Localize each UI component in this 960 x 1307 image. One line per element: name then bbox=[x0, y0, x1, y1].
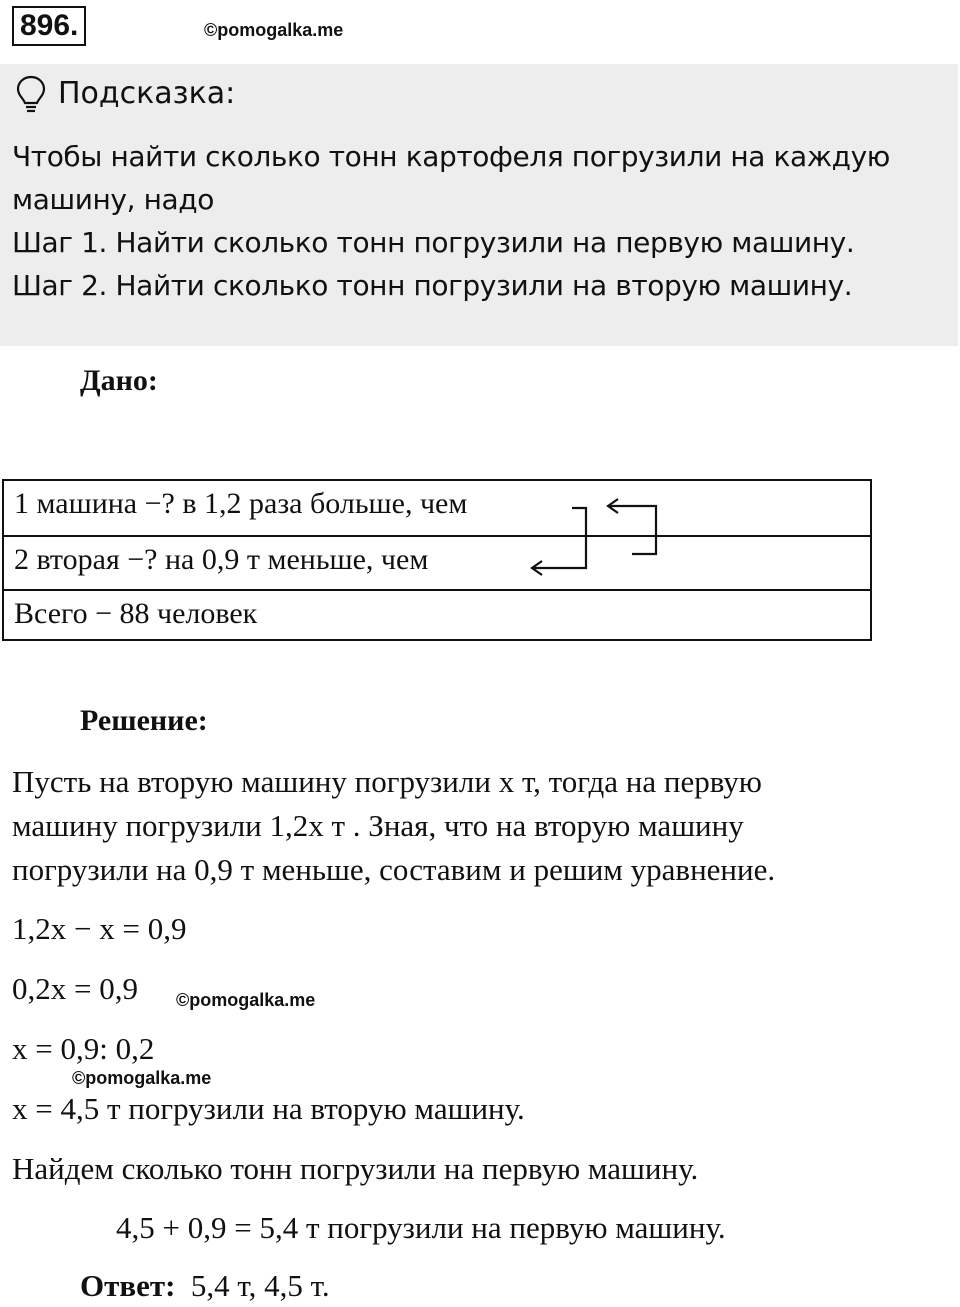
given-row bbox=[4, 481, 870, 535]
given-row-text: Всего − 88 человек bbox=[14, 597, 258, 630]
step1-text: Найти сколько тонн погрузили на первую машину. bbox=[107, 226, 855, 259]
step2-text: Найти сколько тонн погрузили на вторую машину. bbox=[107, 269, 853, 302]
step2-label: Шаг 2. bbox=[12, 269, 108, 302]
given-row-text: 1 машина −? в 1,2 раза больше, чем bbox=[14, 487, 468, 520]
step1-label: Шаг 1. bbox=[12, 226, 108, 259]
equation-1: 1,2x − x = 0,9 bbox=[12, 911, 187, 946]
answer bbox=[80, 1268, 330, 1304]
hint-step2 bbox=[12, 269, 852, 302]
solution-para-line1: Пусть на вторую машину погрузили x т, тогда на первую bbox=[12, 764, 762, 799]
given-row bbox=[4, 589, 870, 643]
hint-intro-line1: Чтобы найти сколько тонн картофеля погрузили на каждую bbox=[12, 140, 890, 173]
answer-value: 5,4 т, 4,5 т. bbox=[190, 1268, 330, 1303]
watermark: ©pomogalka.me bbox=[176, 990, 316, 1010]
solution-title: Решение: bbox=[80, 704, 208, 737]
given-row-text: 2 вторая −? на 0,9 т меньше, чем bbox=[14, 543, 429, 576]
hint-title: Подсказка: bbox=[58, 76, 236, 111]
given-row bbox=[4, 535, 870, 589]
watermark: ©pomogalka.me bbox=[204, 20, 344, 40]
solution-para-line3: погрузили на 0,9 т меньше, составим и решим уравнение. bbox=[12, 852, 776, 887]
relation-arrows-icon bbox=[520, 486, 670, 580]
find-first-text: Найдем сколько тонн погрузили на первую машину. bbox=[12, 1151, 699, 1186]
solution-para-line2: машину погрузили 1,2x т . Зная, что на вторую машину bbox=[12, 808, 744, 843]
hint-intro-line2: машину, надо bbox=[12, 183, 214, 216]
equation-5: 4,5 + 0,9 = 5,4 т погрузили на первую машину. bbox=[116, 1210, 726, 1245]
given-table bbox=[2, 479, 872, 641]
problem-number: 896. bbox=[12, 6, 86, 46]
answer-label: Ответ: bbox=[80, 1268, 176, 1303]
lightbulb-icon bbox=[14, 74, 48, 114]
equation-3: x = 0,9: 0,2 bbox=[12, 1031, 155, 1066]
equation-2: 0,2x = 0,9 bbox=[12, 971, 138, 1006]
equation-4: x = 4,5 т погрузили на вторую машину. bbox=[12, 1091, 525, 1126]
hint-step1 bbox=[12, 226, 854, 259]
watermark: ©pomogalka.me bbox=[72, 1068, 212, 1088]
given-title: Дано: bbox=[80, 364, 158, 397]
